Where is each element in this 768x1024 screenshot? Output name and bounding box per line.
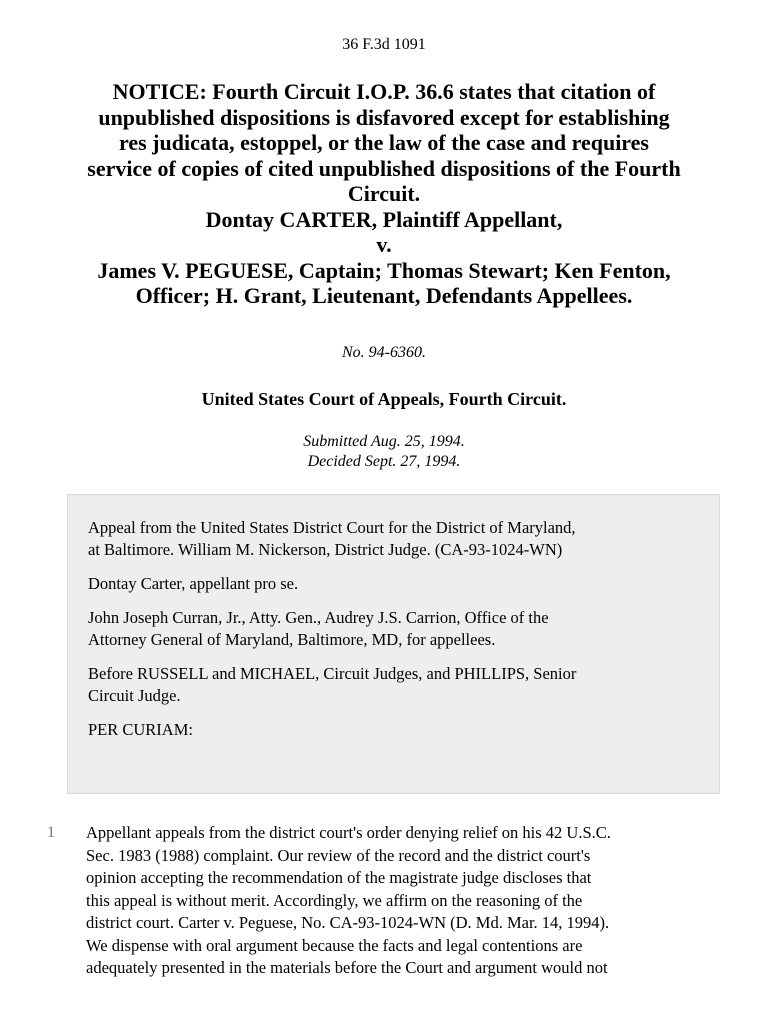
paragraph-line: district court. Carter v. Peguese, No. CA-93-1024-WN (D. Md. Mar. 14, 1994). [86, 913, 610, 932]
counsel-line: Attorney General of Maryland, Baltimore, MD, for appellees. [88, 630, 496, 649]
panel-line: Before RUSSELL and MICHAEL, Circuit Judges, and PHILLIPS, Senior [88, 664, 577, 683]
per-curiam: PER CURIAM: [88, 720, 193, 739]
paragraph-line: Sec. 1983 (1988) complaint. Our review of the record and the district court's [86, 845, 591, 865]
prelim-box [67, 494, 720, 794]
defendants-line: James V. PEGUESE, Captain; Thomas Stewart; Ken Fenton, [97, 257, 671, 283]
panel-info [88, 663, 699, 707]
appeal-line: Appeal from the United States District Court for the District of Maryland, [88, 518, 576, 537]
case-citation: 36 F.3d 1091 [342, 36, 426, 53]
paragraph-line: this appeal is without merit. Accordingly, we affirm on the reasoning of the [86, 890, 583, 910]
paragraph-line: We dispense with oral argument because the facts and legal contentions are [86, 935, 583, 955]
appellant-info: Dontay Carter, appellant pro se. [88, 574, 299, 593]
paragraph-number: 1 [47, 824, 55, 841]
case-dates [0, 432, 768, 472]
notice-line: service of copies of cited unpublished dispositions of the Fourth [87, 155, 681, 181]
decided-date: Decided Sept. 27, 1994. [307, 453, 461, 470]
court-name: United States Court of Appeals, Fourth Circuit. [201, 389, 567, 409]
submitted-date: Submitted Aug. 25, 1994. [303, 433, 465, 450]
case-title-block [40, 79, 728, 309]
defendants-line: Officer; H. Grant, Lieutenant, Defendants Appellees. [135, 283, 633, 308]
paragraph-line: Appellant appeals from the district court's order denying relief on his 42 U.S.C. [86, 823, 611, 842]
notice-line: Circuit. [347, 181, 421, 206]
notice-line: unpublished dispositions is disfavored except for establishing [98, 104, 670, 130]
panel-line: Circuit Judge. [88, 686, 181, 705]
appeal-line: at Baltimore. William M. Nickerson, District Judge. (CA-93-1024-WN) [88, 540, 563, 559]
paragraph-line: opinion accepting the recommendation of the magistrate judge discloses that [86, 868, 592, 887]
versus-line: v. [376, 232, 392, 257]
notice-line: res judicata, estoppel, or the law of the case and requires [118, 130, 649, 155]
counsel-info [88, 607, 699, 651]
appeal-info [88, 517, 699, 561]
paragraph-text [86, 822, 728, 980]
notice-line: NOTICE: Fourth Circuit I.O.P. 36.6 states that citation of [112, 79, 656, 104]
docket-number: No. 94-6360. [342, 344, 426, 361]
counsel-line: John Joseph Curran, Jr., Atty. Gen., Audrey J.S. Carrion, Office of the [88, 608, 549, 627]
paragraph-line: adequately presented in the materials before the Court and argument would not [86, 958, 608, 977]
plaintiff-line: Dontay CARTER, Plaintiff Appellant, [205, 206, 563, 232]
